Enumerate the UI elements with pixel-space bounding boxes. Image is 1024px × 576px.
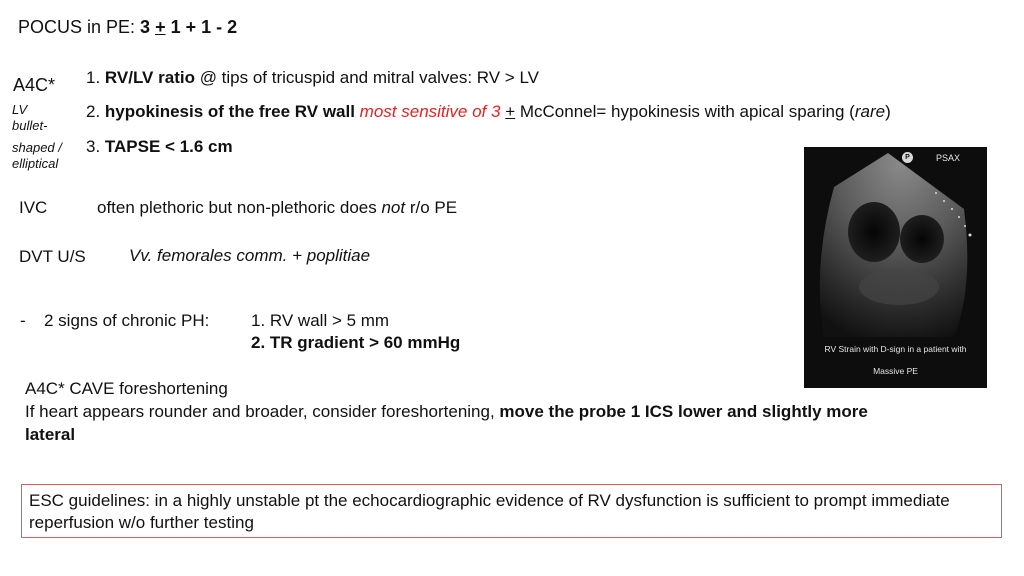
formula-plus-minus: + — [155, 17, 166, 37]
ivc-text-not: not — [381, 198, 406, 217]
criterion-2-end: ) — [885, 102, 891, 121]
formula-part-b: 1 + 1 - 2 — [165, 17, 238, 37]
chronic-sign-2: 2. TR gradient > 60 mmHg — [251, 333, 461, 352]
dvt-label: DVT U/S — [19, 247, 86, 266]
ivc-text-pre: often plethoric but non-plethoric does — [97, 198, 382, 217]
chronic-sign-1: 1. RV wall > 5 mm — [251, 311, 390, 330]
formula-part-a: 3 — [140, 17, 156, 37]
criterion-2-mcconnel: McConnel= hypokinesis with apical sparing ( — [515, 102, 855, 121]
echo-myocardium — [859, 269, 939, 305]
echo-caption-2: Massive PE — [873, 366, 918, 376]
criterion-1 — [86, 68, 539, 88]
echo-view-label: PSAX — [936, 153, 961, 163]
chronic-label: 2 signs of chronic PH: — [44, 311, 210, 330]
lv-note-line-2: bullet- — [12, 118, 48, 133]
a4c-label: A4C* — [13, 75, 56, 95]
chronic-dash: - — [20, 311, 26, 330]
criterion-2-plus-minus: + — [505, 102, 516, 121]
dvt-text: Vv. femorales comm. + poplitiae — [129, 246, 371, 265]
criterion-2 — [86, 102, 891, 122]
cave-line-2-pre: If heart appears rounder and broader, consider foreshortening, — [25, 402, 500, 421]
cave-line-2 — [25, 402, 868, 422]
cave-line-2-bold: move the probe 1 ICS lower and slightly more — [499, 402, 868, 421]
echo-caption-1: RV Strain with D-sign in a patient with — [824, 344, 967, 354]
criterion-2-rare: rare — [854, 102, 886, 121]
cave-heading: A4C* CAVE foreshortening — [25, 379, 228, 398]
ivc-text-post: r/o PE — [405, 198, 458, 217]
criterion-1-number: 1. — [86, 68, 105, 87]
echo-marker: P — [902, 152, 913, 163]
cave-line-3: lateral — [25, 425, 76, 444]
title-prefix: POCUS in PE: — [18, 17, 141, 37]
criterion-1-text: @ tips of tricuspid and mitral valves: RV > LV — [194, 68, 539, 87]
criterion-2-number: 2. — [86, 102, 105, 121]
lv-note-line-1: LV — [12, 102, 28, 117]
esc-guidelines-text: ESC guidelines: in a highly unstable pt the echocardiographic evidence of RV dysfunction is sufficient to prompt immediate reperfusion w/o further testing — [29, 491, 950, 532]
ivc-text — [97, 198, 457, 218]
lv-note-line-3: shaped / — [12, 140, 62, 155]
criterion-3 — [86, 137, 233, 157]
lv-note-line-4: elliptical — [12, 156, 59, 171]
criterion-2-bold: hypokinesis of the free RV wall — [104, 102, 355, 121]
criterion-2-red-note: most sensitive of 3 — [354, 102, 501, 121]
ivc-label: IVC — [19, 198, 48, 217]
echo-lv-cavity — [900, 215, 944, 263]
echo-image — [804, 147, 987, 388]
slide-title — [18, 17, 237, 37]
esc-guidelines-box — [21, 484, 1002, 538]
echo-rv-cavity — [848, 202, 900, 262]
criterion-1-bold: RV/LV ratio — [104, 68, 195, 87]
criterion-3-number: 3. — [86, 137, 105, 156]
criterion-3-text: TAPSE < 1.6 cm — [104, 137, 233, 156]
